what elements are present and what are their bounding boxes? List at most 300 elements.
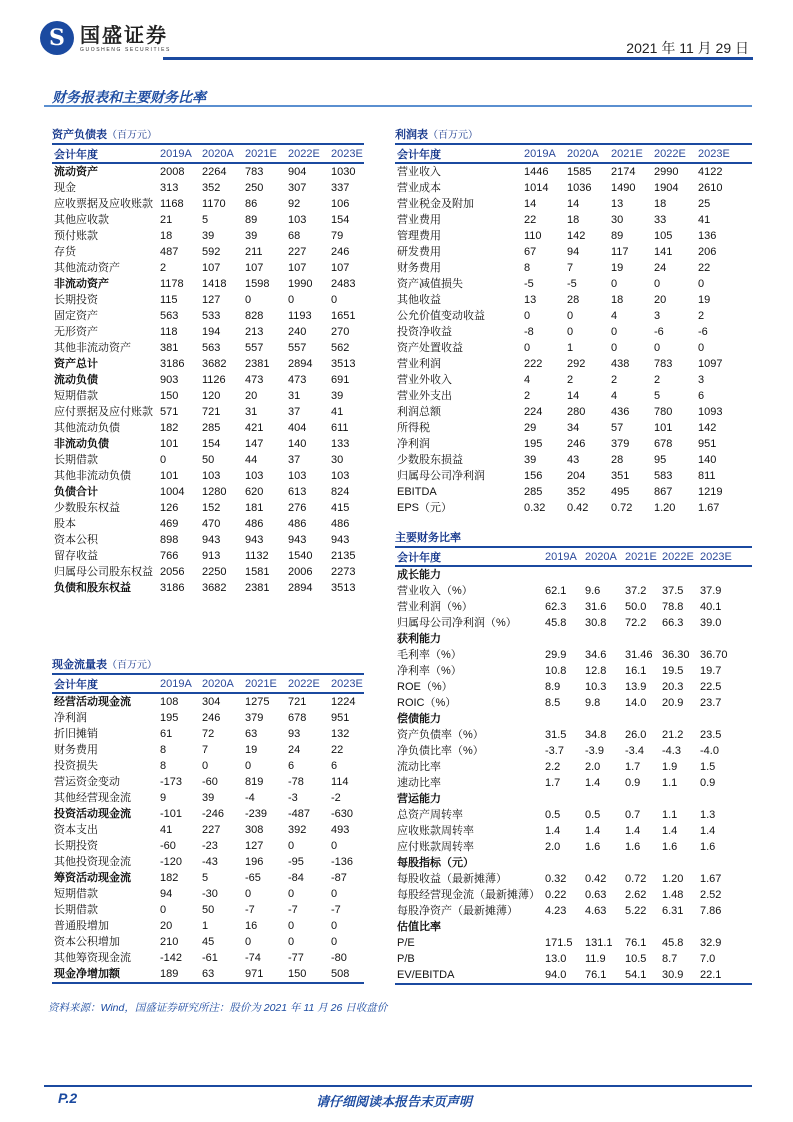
row-value: 3 xyxy=(654,310,661,322)
row-value: 0 xyxy=(654,342,661,354)
row-value: -61 xyxy=(202,952,218,964)
row-value: 76.1 xyxy=(585,969,607,981)
row-value: 1.3 xyxy=(700,809,716,821)
row-label: ROE（%） xyxy=(397,681,453,693)
table-row xyxy=(52,854,364,870)
row-value: 25 xyxy=(698,198,711,210)
row-value: 246 xyxy=(567,438,586,450)
row-label: 投资活动现金流 xyxy=(54,808,131,820)
table-row xyxy=(395,484,752,500)
row-value: -136 xyxy=(331,856,354,868)
table-section-row xyxy=(395,567,752,583)
row-value: -4.3 xyxy=(662,745,681,757)
row-value: 898 xyxy=(160,534,179,546)
row-value: 37.5 xyxy=(662,585,684,597)
table-row xyxy=(52,822,364,838)
table-row xyxy=(52,260,364,276)
row-value: -7 xyxy=(288,904,298,916)
header-year: 2022E xyxy=(288,677,320,690)
row-value: 0 xyxy=(288,840,295,852)
row-value: 1598 xyxy=(245,278,270,290)
row-value: 0 xyxy=(331,936,338,948)
header-label: 会计年度 xyxy=(54,678,98,691)
row-value: 2.0 xyxy=(545,841,561,853)
row-value: 8.7 xyxy=(662,953,678,965)
row-value: -3.7 xyxy=(545,745,564,757)
table-row xyxy=(52,356,364,372)
table-row xyxy=(52,838,364,854)
row-value: 4.23 xyxy=(545,905,567,917)
company-logo xyxy=(40,21,171,55)
header-year: 2020A xyxy=(202,147,234,160)
row-value: 0.9 xyxy=(625,777,641,789)
row-value: 13 xyxy=(611,198,624,210)
row-value: 819 xyxy=(245,776,264,788)
table-row xyxy=(395,420,752,436)
row-value: 103 xyxy=(288,470,307,482)
row-value: 0.32 xyxy=(524,502,546,514)
row-value: 436 xyxy=(611,406,630,418)
table-header-row xyxy=(395,546,752,567)
table-row xyxy=(52,372,364,388)
row-value: 304 xyxy=(202,696,221,708)
row-value: 1280 xyxy=(202,486,227,498)
row-value: 1.67 xyxy=(698,502,720,514)
row-value: 20.3 xyxy=(662,681,684,693)
row-value: 3186 xyxy=(160,358,185,370)
row-label: 估值比率 xyxy=(397,921,441,933)
row-value: 30 xyxy=(611,214,624,226)
row-value: 1.7 xyxy=(545,777,561,789)
row-value: 3186 xyxy=(160,582,185,594)
row-label: 资本支出 xyxy=(54,824,98,836)
row-value: 2894 xyxy=(288,358,313,370)
row-value: 1126 xyxy=(202,374,226,386)
row-value: 72 xyxy=(202,728,215,740)
row-label: 长期投资 xyxy=(54,840,98,852)
row-value: 2381 xyxy=(245,358,270,370)
row-label: 现金 xyxy=(54,182,76,194)
row-value: 31 xyxy=(288,390,301,402)
row-value: 68 xyxy=(288,230,301,242)
row-value: 6 xyxy=(331,760,338,772)
row-value: 14 xyxy=(567,198,580,210)
row-value: 1585 xyxy=(567,166,592,178)
row-value: 45.8 xyxy=(545,617,567,629)
row-value: 43 xyxy=(567,454,580,466)
row-label: 固定资产 xyxy=(54,310,98,322)
row-label: 每股净资产（最新摊薄） xyxy=(397,905,518,917)
row-value: 2 xyxy=(160,262,167,274)
row-value: 41 xyxy=(698,214,711,226)
row-value: 337 xyxy=(331,182,350,194)
row-value: 67 xyxy=(524,246,537,258)
row-value: 1.4 xyxy=(700,825,716,837)
row-value: 1.67 xyxy=(700,873,722,885)
row-value: 32.9 xyxy=(700,937,722,949)
row-label: 长期投资 xyxy=(54,294,98,306)
row-value: -77 xyxy=(288,952,304,964)
row-value: -6 xyxy=(698,326,708,338)
row-value: 20 xyxy=(654,294,667,306)
row-label: 筹资活动现金流 xyxy=(54,872,131,884)
row-value: 142 xyxy=(698,422,717,434)
header-year: 2023E xyxy=(700,550,732,563)
row-value: 903 xyxy=(160,374,179,386)
row-value: 227 xyxy=(202,824,221,836)
table-title xyxy=(52,127,364,143)
row-value: 18 xyxy=(654,198,667,210)
row-value: 22 xyxy=(331,744,344,756)
row-value: 24 xyxy=(654,262,667,274)
row-value: 3682 xyxy=(202,582,227,594)
header-year: 2020A xyxy=(202,677,234,690)
row-value: 280 xyxy=(567,406,586,418)
row-value: 37.9 xyxy=(700,585,722,597)
row-value: 1193 xyxy=(288,310,312,322)
row-value: 1490 xyxy=(611,182,636,194)
row-value: 24 xyxy=(288,744,301,756)
table-title xyxy=(395,127,752,143)
row-value: 0 xyxy=(524,342,531,354)
row-value: 21 xyxy=(160,214,173,226)
table-row xyxy=(52,870,364,886)
row-value: 224 xyxy=(524,406,543,418)
row-value: 14 xyxy=(567,390,580,402)
header-year: 2022E xyxy=(662,550,694,563)
row-value: 50.0 xyxy=(625,601,647,613)
row-value: 1004 xyxy=(160,486,185,498)
row-value: 721 xyxy=(202,406,221,418)
row-label: 研发费用 xyxy=(397,246,441,258)
row-value: 0.5 xyxy=(545,809,561,821)
row-label: 存货 xyxy=(54,246,76,258)
row-value: 0.5 xyxy=(585,809,601,821)
row-value: 0.9 xyxy=(700,777,716,789)
row-value: 0 xyxy=(611,342,618,354)
table-row xyxy=(52,694,364,710)
row-value: 1275 xyxy=(245,696,270,708)
row-value: 4 xyxy=(611,310,618,322)
row-value: 21.2 xyxy=(662,729,684,741)
row-value: 292 xyxy=(567,358,586,370)
row-label: 资产负债率（%） xyxy=(397,729,484,741)
row-value: 1030 xyxy=(331,166,356,178)
row-value: 37 xyxy=(288,406,301,418)
row-value: 196 xyxy=(245,856,264,868)
table-row xyxy=(52,276,364,292)
report-date: 2021 年 11 月 29 日 xyxy=(626,40,749,56)
table-header-row xyxy=(52,143,364,164)
row-value: 16 xyxy=(245,920,258,932)
row-value: 1.4 xyxy=(545,825,561,837)
row-value: 0 xyxy=(611,326,618,338)
row-value: 22.1 xyxy=(700,969,722,981)
row-value: 3682 xyxy=(202,358,227,370)
row-value: 943 xyxy=(331,534,350,546)
table-section-row xyxy=(395,919,752,935)
table-row xyxy=(52,564,364,580)
row-value: 22 xyxy=(698,262,711,274)
balance-sheet-table xyxy=(52,127,364,596)
row-value: 16.1 xyxy=(625,665,647,677)
table-section-row xyxy=(395,791,752,807)
row-value: 0 xyxy=(331,888,338,900)
row-value: 227 xyxy=(288,246,307,258)
row-value: 2 xyxy=(654,374,661,386)
row-value: 107 xyxy=(331,262,350,274)
row-value: 114 xyxy=(331,776,349,788)
row-label: 净利润 xyxy=(397,438,430,450)
header-year: 2022E xyxy=(654,147,686,160)
row-label: 营业外支出 xyxy=(397,390,452,402)
table-row xyxy=(395,807,752,823)
row-value: -3 xyxy=(288,792,298,804)
row-value: 9.8 xyxy=(585,697,601,709)
row-value: 4 xyxy=(524,374,531,386)
row-label: 每股经营现金流（最新摊薄） xyxy=(397,889,540,901)
table-row xyxy=(52,950,364,966)
row-label: 负债和股东权益 xyxy=(54,582,131,594)
logo-name-cn: 国盛证券 xyxy=(80,22,168,47)
row-label: 普通股增加 xyxy=(54,920,109,932)
row-label: ROIC（%） xyxy=(397,697,457,709)
row-value: 1224 xyxy=(331,696,356,708)
row-value: 18 xyxy=(160,230,173,242)
row-value: -78 xyxy=(288,776,304,788)
row-value: 307 xyxy=(288,182,307,194)
table-row xyxy=(395,228,752,244)
table-row xyxy=(52,902,364,918)
header-year: 2019A xyxy=(545,550,577,563)
row-label: 流动资产 xyxy=(54,166,98,178)
financial-ratios-table xyxy=(395,530,752,985)
row-value: 26.0 xyxy=(625,729,647,741)
row-value: 204 xyxy=(567,470,586,482)
table-row xyxy=(52,228,364,244)
row-value: 620 xyxy=(245,486,264,498)
row-value: 103 xyxy=(288,214,307,226)
row-value: 2483 xyxy=(331,278,356,290)
row-value: 7 xyxy=(202,744,209,756)
row-label: 折旧摊销 xyxy=(54,728,98,740)
row-value: 246 xyxy=(202,712,221,724)
row-value: 89 xyxy=(611,230,624,242)
row-value: 20 xyxy=(160,920,173,932)
table-row xyxy=(395,871,752,887)
row-value: 19 xyxy=(611,262,624,274)
row-value: 5 xyxy=(654,390,661,402)
row-label: 其他经营现金流 xyxy=(54,792,131,804)
row-value: -173 xyxy=(160,776,183,788)
source-note: 资料来源：Wind，国盛证券研究所注：股价为 2021 年 11 月 26 日收盘价 xyxy=(48,1002,388,1014)
row-value: 1.4 xyxy=(585,825,601,837)
row-value: 89 xyxy=(245,214,258,226)
row-value: 171.5 xyxy=(545,937,573,949)
row-value: 11.9 xyxy=(585,953,606,965)
table-title-text: 利润表 xyxy=(395,129,428,141)
row-value: 0 xyxy=(288,888,295,900)
row-value: 13.9 xyxy=(625,681,647,693)
row-value: 195 xyxy=(160,712,179,724)
table-row xyxy=(395,468,752,484)
row-value: 1.4 xyxy=(662,825,678,837)
section-title: 财务报表和主要财务比率 xyxy=(52,89,206,105)
row-value: 140 xyxy=(698,454,717,466)
row-value: 691 xyxy=(331,374,350,386)
row-value: 150 xyxy=(288,968,307,980)
row-value: 2135 xyxy=(331,550,356,562)
row-value: -4 xyxy=(245,792,255,804)
row-value: 34.6 xyxy=(585,649,607,661)
footer-divider xyxy=(44,1085,752,1087)
table-header-row xyxy=(395,143,752,164)
row-label: 营业外收入 xyxy=(397,374,452,386)
row-value: 1170 xyxy=(202,198,226,210)
row-value: 2174 xyxy=(611,166,636,178)
row-value: 7 xyxy=(567,262,574,274)
row-value: 39 xyxy=(202,792,215,804)
row-value: 95 xyxy=(654,454,667,466)
row-label: P/E xyxy=(397,937,415,949)
row-value: 93 xyxy=(288,728,301,740)
row-value: 1904 xyxy=(654,182,679,194)
row-value: 2.2 xyxy=(545,761,561,773)
row-value: -65 xyxy=(245,872,261,884)
row-value: 1093 xyxy=(698,406,723,418)
table-row xyxy=(52,918,364,934)
row-value: 40.1 xyxy=(700,601,722,613)
row-value: 246 xyxy=(331,246,350,258)
table-row xyxy=(52,468,364,484)
row-value: 250 xyxy=(245,182,264,194)
table-row xyxy=(52,500,364,516)
row-label: 其他非流动资产 xyxy=(54,342,131,354)
table-row xyxy=(52,436,364,452)
row-value: 30 xyxy=(331,454,344,466)
row-value: 438 xyxy=(611,358,630,370)
row-value: 31.6 xyxy=(585,601,607,613)
row-value: 2894 xyxy=(288,582,313,594)
row-value: 783 xyxy=(245,166,264,178)
table-row xyxy=(395,679,752,695)
table-unit: （百万元） xyxy=(428,130,478,141)
row-value: 131.1 xyxy=(585,937,613,949)
row-value: 79 xyxy=(331,230,344,242)
row-label: 投资损失 xyxy=(54,760,98,772)
row-value: 18 xyxy=(611,294,624,306)
row-value: 23.5 xyxy=(700,729,722,741)
row-value: 6 xyxy=(698,390,705,402)
table-row xyxy=(395,308,752,324)
row-label: 长期借款 xyxy=(54,904,98,916)
row-value: -84 xyxy=(288,872,304,884)
row-value: 0.72 xyxy=(611,502,633,514)
row-value: 117 xyxy=(611,246,629,258)
row-value: 493 xyxy=(331,824,350,836)
row-value: 156 xyxy=(524,470,543,482)
row-value: 611 xyxy=(331,422,349,434)
header-year: 2020A xyxy=(585,550,617,563)
row-value: 10.5 xyxy=(625,953,647,965)
row-value: 62.1 xyxy=(545,585,567,597)
row-value: 951 xyxy=(331,712,350,724)
row-value: 127 xyxy=(202,294,221,306)
table-row xyxy=(395,500,752,516)
row-value: 0 xyxy=(567,326,574,338)
row-value: 30.9 xyxy=(662,969,684,981)
table-row xyxy=(52,548,364,564)
row-value: 2056 xyxy=(160,566,185,578)
row-value: -60 xyxy=(202,776,218,788)
row-value: 240 xyxy=(288,326,307,338)
row-value: 94.0 xyxy=(545,969,567,981)
row-value: 50 xyxy=(202,904,215,916)
row-value: 7.86 xyxy=(700,905,722,917)
row-value: -6 xyxy=(654,326,664,338)
row-label: 净负债比率（%） xyxy=(397,745,484,757)
row-value: 76.1 xyxy=(625,937,647,949)
row-value: 127 xyxy=(245,840,264,852)
row-value: 50 xyxy=(202,454,215,466)
row-value: 811 xyxy=(698,470,716,482)
row-label: 速动比率 xyxy=(397,777,441,789)
row-value: 13 xyxy=(524,294,537,306)
row-label: 成长能力 xyxy=(397,569,441,581)
row-value: 943 xyxy=(202,534,221,546)
row-value: 213 xyxy=(245,326,264,338)
table-row xyxy=(52,774,364,790)
row-value: 2250 xyxy=(202,566,227,578)
row-label: EPS（元） xyxy=(397,502,453,514)
row-value: 101 xyxy=(160,470,179,482)
row-value: 1219 xyxy=(698,486,723,498)
row-value: 66.3 xyxy=(662,617,684,629)
row-value: 0 xyxy=(202,760,209,772)
row-value: 33 xyxy=(654,214,667,226)
row-value: -95 xyxy=(288,856,304,868)
row-value: -80 xyxy=(331,952,347,964)
row-value: 4 xyxy=(611,390,618,402)
row-label: 应收票据及应收账款 xyxy=(54,198,153,210)
row-value: 2008 xyxy=(160,166,185,178)
row-value: 2.52 xyxy=(700,889,722,901)
table-row xyxy=(395,244,752,260)
row-value: 486 xyxy=(245,518,264,530)
row-value: 34.8 xyxy=(585,729,607,741)
row-value: 0.72 xyxy=(625,873,647,885)
header-label: 会计年度 xyxy=(397,551,441,564)
row-value: 904 xyxy=(288,166,307,178)
row-label: 每股收益（最新摊薄） xyxy=(397,873,507,885)
row-label: 净利率（%） xyxy=(397,665,462,677)
table-title-text: 资产负债表 xyxy=(52,129,107,141)
row-value: 2990 xyxy=(654,166,679,178)
row-value: 421 xyxy=(245,422,264,434)
table-row xyxy=(52,452,364,468)
row-value: 1.6 xyxy=(585,841,601,853)
row-value: 1418 xyxy=(202,278,227,290)
row-value: 92 xyxy=(288,198,301,210)
row-label: EBITDA xyxy=(397,486,437,498)
row-value: -630 xyxy=(331,808,354,820)
row-value: 142 xyxy=(567,230,586,242)
row-label: 其他流动资产 xyxy=(54,262,120,274)
row-value: 133 xyxy=(331,438,350,450)
row-value: 0 xyxy=(245,760,252,772)
table-row xyxy=(395,839,752,855)
row-value: 63 xyxy=(245,728,258,740)
